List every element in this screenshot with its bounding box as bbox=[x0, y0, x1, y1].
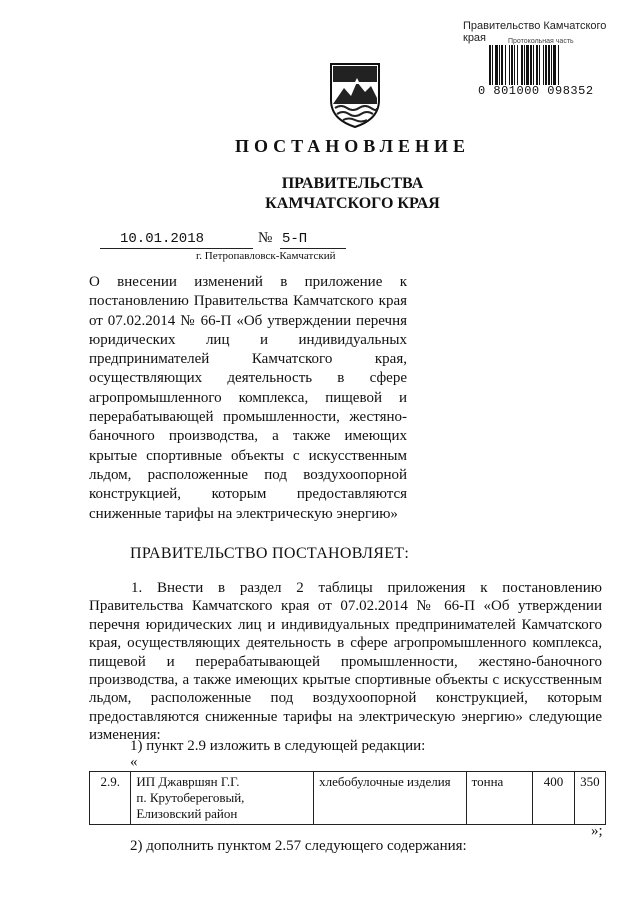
item-1: 1) пункт 2.9 изложить в следующей редакции: bbox=[130, 738, 426, 754]
table-row bbox=[90, 772, 606, 825]
amendment-table bbox=[89, 771, 606, 825]
cell-name bbox=[131, 772, 314, 825]
name-line-2: п. Крутобереговый, bbox=[136, 790, 245, 805]
document-number: 5-П bbox=[280, 231, 346, 249]
document-city: г. Петропавловск-Камчатский bbox=[196, 250, 336, 262]
document-title: ПОСТАНОВЛЕНИЕ bbox=[234, 136, 471, 156]
number-label: № bbox=[258, 230, 273, 246]
cell-num: 2.9. bbox=[90, 772, 131, 825]
cell-product: хлебобулочные изделия bbox=[314, 772, 466, 825]
paragraph-1: 1. Внести в раздел 2 таблицы приложения к постановлению Правительства Камчатского края от 07.02.2014 № 66-П «Об утверждении перечня юридических лиц и индивидуальных предпринимателей Камчатского края, осуществляющих деятельность в сфере агропромышленного комплекса, пищевой и перерабатывающей промышленности, жестяно-баночного производства, а также имеющих крытые спортивные объекты с искусственным льдом, расположенные под воздухоопорной конструкцией, которым предоставляются сниженные тарифы на электрическую энергию» следующие изменения: bbox=[89, 580, 602, 744]
document-issuer bbox=[0, 174, 640, 214]
cell-value-2: 350 bbox=[574, 772, 605, 825]
registry-sub: Протокольная часть bbox=[508, 38, 574, 45]
barcode-icon bbox=[489, 45, 599, 85]
name-line-3: Елизовский район bbox=[136, 806, 238, 821]
kamchatka-emblem-icon bbox=[327, 60, 383, 128]
close-quote: »; bbox=[591, 823, 603, 839]
open-quote: « bbox=[130, 754, 138, 770]
document-heading: О внесении изменений в приложение к постановлению Правительства Камчатского края от 07.02.2014 № 66-П «Об утверждении перечня юридических лиц и индивидуальных предпринимателей Камчатского края, осуществляющих деятельность в сфере агропромышленного комплекса, пищевой и перерабатывающей промышленности, жестяно-баночного производства, а также имеющих крытые спортивные объекты с искусственным льдом, расположенные под воздухоопорной конструкцией, которым предоставляются сниженные тарифы на электрическую энергию» bbox=[89, 274, 407, 522]
cell-value-1: 400 bbox=[533, 772, 574, 825]
item-2: 2) дополнить пунктом 2.57 следующего содержания: bbox=[130, 838, 467, 854]
document-date: 10.01.2018 bbox=[100, 231, 253, 249]
issuer-line-1: ПРАВИТЕЛЬСТВА bbox=[281, 175, 424, 192]
registry-org: Правительство Камчатского края bbox=[463, 20, 607, 44]
cell-unit: тонна bbox=[466, 772, 533, 825]
resolves-line: ПРАВИТЕЛЬСТВО ПОСТАНОВЛЯЕТ: bbox=[130, 545, 410, 562]
name-line-1: ИП Джавршян Г.Г. bbox=[136, 774, 240, 789]
issuer-line-2: КАМЧАТСКОГО КРАЯ bbox=[265, 195, 440, 212]
barcode-number: 0 801000 098352 bbox=[478, 84, 594, 98]
